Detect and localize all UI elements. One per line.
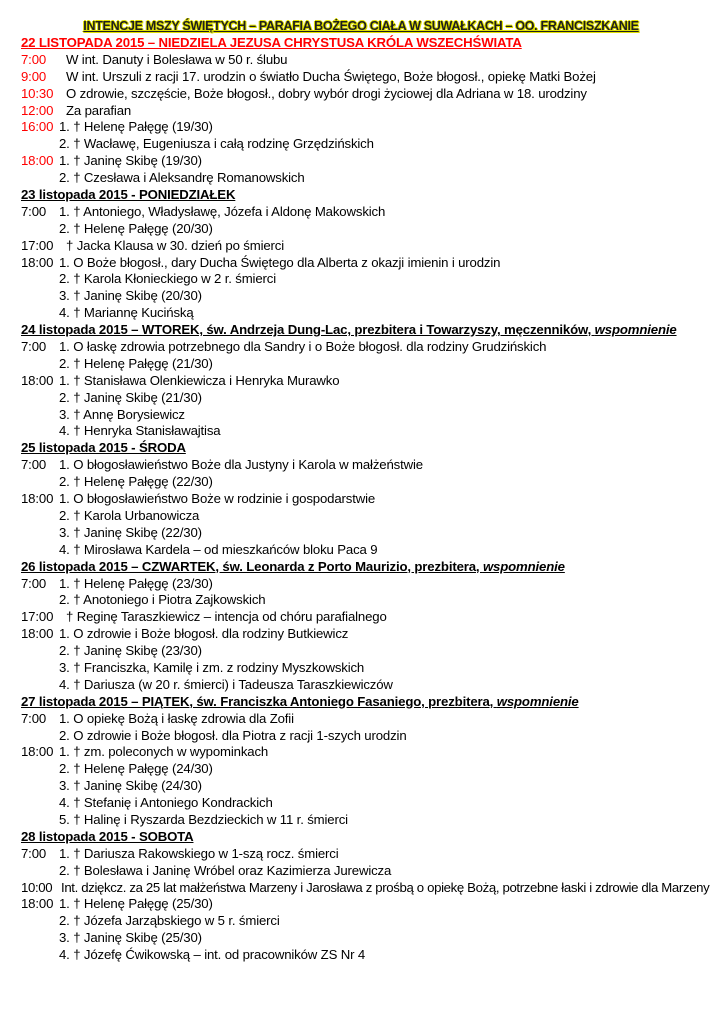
mass-entry [21, 339, 701, 356]
day-header-text: 26 listopada 2015 – CZWARTEK, św. Leonarda z Porto Maurizio, prezbitera, [21, 558, 483, 574]
day-header-text: 24 listopada 2015 – WTOREK, św. Andrzeja Dung-Lac, prezbitera i Towarzyszy, męczenników, [21, 322, 595, 338]
mass-time: 12:00 [21, 102, 54, 118]
document-title: INTENCJE MSZY ŚWIĘTYCH – PARAFIA BOŻEGO CIAŁA W SUWAŁKACH – OO. FRANCISZKANIE [83, 19, 639, 33]
mass-intention-continued: 4. † Mariannę Kucińską [59, 305, 194, 321]
day-header-thursday [21, 559, 701, 576]
mass-intention-continued: 2. † Wacławę, Eugeniusza i całą rodzinę Grzędzińskich [59, 136, 374, 152]
mass-intention-continued: 4. † Mirosława Kardela – od mieszkańców bloku Paca 9 [59, 541, 378, 557]
mass-entry [21, 744, 701, 761]
mass-intention: 1. O błogosławieństwo Boże dla Justyny i Karola w małżeństwie [59, 457, 423, 473]
mass-time: 7:00 [21, 339, 47, 355]
day-header-saturday: 28 listopada 2015 - SOBOTA [21, 828, 194, 844]
mass-time: 7:00 [21, 457, 47, 473]
mass-time: 18:00 [21, 372, 54, 388]
mass-intention: 1. † Helenę Pałęgę (23/30) [59, 575, 213, 591]
mass-intention: 1. † Janinę Skibę (19/30) [59, 153, 202, 169]
mass-time: 7:00 [21, 575, 47, 591]
mass-intention-continued: 2. † Helenę Pałęgę (20/30) [59, 220, 213, 236]
day-header-wednesday: 25 listopada 2015 - ŚRODA [21, 440, 186, 456]
mass-intention: W int. Urszuli z racji 17. urodzin o światło Ducha Świętego, Boże błogosł., opiekę Matki Bożej [66, 68, 596, 84]
mass-intention-continued: 2. † Janinę Skibę (21/30) [59, 389, 202, 405]
mass-time: 7:00 [21, 51, 47, 67]
mass-intention-continued: 3. † Janinę Skibę (20/30) [59, 288, 202, 304]
mass-intention-continued: 3. † Janinę Skibę (24/30) [59, 778, 202, 794]
mass-time: 18:00 [21, 744, 54, 760]
mass-entry [21, 626, 701, 643]
mass-intention: † Jacka Klausa w 30. dzień po śmierci [66, 237, 285, 253]
mass-entry [21, 491, 701, 508]
mass-intention: 1. O zdrowie i Boże błogosł. dla rodziny Butkiewicz [59, 626, 349, 642]
mass-entry [21, 86, 701, 103]
day-header-rank: wspomnienie [482, 558, 565, 574]
mass-intention: 1. † Helenę Pałęgę (25/30) [59, 896, 213, 912]
mass-entry [21, 373, 701, 390]
mass-intention-continued: 4. † Dariusza (w 20 r. śmierci) i Tadeusza Taraszkiewiczów [59, 676, 393, 692]
mass-time: 9:00 [21, 68, 47, 84]
mass-intention: 1. † Antoniego, Władysławę, Józefa i Aldonę Makowskich [59, 203, 386, 219]
mass-intention-continued: 5. † Halinę i Ryszarda Bezdzieckich w 11 r. śmierci [59, 811, 348, 827]
mass-intention-continued: 3. † Janinę Skibę (22/30) [59, 524, 202, 540]
mass-time: 10:30 [21, 85, 54, 101]
mass-entry [21, 255, 701, 272]
mass-entry [21, 103, 701, 120]
mass-time: 18:00 [21, 153, 54, 169]
mass-intention-continued: 2. † Helenę Pałęgę (24/30) [59, 761, 213, 777]
mass-intention-continued: 3. † Franciszka, Kamilę i zm. z rodziny Myszkowskich [59, 659, 365, 675]
mass-intention-continued: 2. † Janinę Skibę (23/30) [59, 643, 202, 659]
mass-entry [21, 153, 701, 170]
mass-time: 17:00 [21, 237, 54, 253]
mass-intention: 1. † zm. poleconych w wypominkach [59, 744, 269, 760]
mass-time: 18:00 [21, 626, 54, 642]
day-header-rank: wspomnienie [496, 693, 579, 709]
mass-entry [21, 457, 701, 474]
mass-intention-continued: 2. † Anotoniego i Piotra Zajkowskich [59, 592, 266, 608]
mass-entry [21, 69, 701, 86]
day-header-text: 27 listopada 2015 – PIĄTEK, św. Franciszka Antoniego Fasaniego, prezbitera, [21, 693, 497, 709]
mass-time: 18:00 [21, 896, 54, 912]
mass-intention-continued: 2. † Karola Urbanowicza [59, 507, 200, 523]
mass-intention: Int. dziękcz. za 25 lat małżeństwa Marzeny i Jarosława z prośbą o opiekę Bożą, potrzebne łaski i zdrowie dla Marzeny [61, 879, 710, 895]
mass-intention: 1. † Stanisława Olenkiewicza i Henryka Murawko [59, 372, 340, 388]
mass-entry [21, 609, 701, 626]
intentions-document [21, 18, 710, 964]
mass-entry [21, 204, 701, 221]
mass-intention-continued: 2. † Helenę Pałęgę (22/30) [59, 474, 213, 490]
mass-intention: 1. O opiekę Bożą i łaskę zdrowia dla Zofii [59, 710, 294, 726]
day-header-sunday: 22 LISTOPADA 2015 – NIEDZIELA JEZUSA CHRYSTUSA KRÓLA WSZECHŚWIATA [21, 35, 522, 50]
mass-intention: 1. O łaskę zdrowia potrzebnego dla Sandry i o Boże błogosł. dla rodziny Grudzińskich [59, 339, 547, 355]
mass-intention: † Reginę Taraszkiewicz – intencja od chóru parafialnego [66, 609, 387, 625]
mass-time: 17:00 [21, 609, 54, 625]
mass-time: 10:00 [21, 879, 53, 895]
mass-intention-continued: 2. † Czesława i Aleksandrę Romanowskich [59, 170, 305, 186]
mass-time: 18:00 [21, 491, 54, 507]
mass-intention-continued: 2. † Helenę Pałęgę (21/30) [59, 355, 213, 371]
mass-entry [21, 896, 701, 913]
mass-entry [21, 238, 701, 255]
mass-time: 7:00 [21, 203, 47, 219]
mass-entry [21, 52, 701, 69]
mass-intention: 1. † Helenę Pałęgę (19/30) [59, 119, 213, 135]
day-header-tuesday [21, 322, 701, 339]
mass-entry [21, 879, 710, 897]
mass-entry [21, 711, 701, 728]
mass-intention-continued: 4. † Henryka Stanisławajtisa [59, 423, 221, 439]
mass-time: 18:00 [21, 254, 54, 270]
mass-intention-continued: 2. † Bolesława i Janinę Wróbel oraz Kazimierza Jurewicza [59, 862, 392, 878]
mass-intention-continued: 4. † Stefanię i Antoniego Kondrackich [59, 795, 273, 811]
mass-intention-continued: 2. O zdrowie i Boże błogosł. dla Piotra z racji 1-szych urodzin [59, 727, 407, 743]
mass-intention-continued: 3. † Janinę Skibę (25/30) [59, 930, 202, 946]
mass-intention: W int. Danuty i Bolesława w 50 r. ślubu [66, 51, 288, 67]
day-header-friday [21, 694, 701, 711]
mass-entry [21, 576, 701, 593]
mass-intention-continued: 2. † Karola Kłonieckiego w 2 r. śmierci [59, 271, 276, 287]
mass-intention: 1. O Boże błogosł., dary Ducha Świętego dla Alberta z okazji imienin i urodzin [59, 254, 501, 270]
day-header-rank: wspomnienie [594, 322, 677, 338]
mass-intention: Za parafian [66, 102, 132, 118]
mass-intention-continued: 3. † Annę Borysiewicz [59, 406, 185, 422]
mass-intention: 1. † Dariusza Rakowskiego w 1-szą rocz. śmierci [59, 845, 339, 861]
mass-time: 16:00 [21, 119, 54, 135]
mass-time: 7:00 [21, 710, 47, 726]
mass-intention-continued: 2. † Józefa Jarząbskiego w 5 r. śmierci [59, 913, 280, 929]
mass-intention: O zdrowie, szczęście, Boże błogosł., dobry wybór drogi życiowej dla Adriana w 18. urodziny [66, 85, 587, 101]
mass-time: 7:00 [21, 845, 47, 861]
day-header-monday: 23 listopada 2015 - PONIEDZIAŁEK [21, 187, 236, 203]
mass-entry [21, 119, 701, 136]
mass-entry [21, 846, 701, 863]
mass-intention-continued: 4. † Józefę Ćwikowską – int. od pracowników ZS Nr 4 [59, 947, 366, 963]
mass-intention: 1. O błogosławieństwo Boże w rodzinie i gospodarstwie [59, 491, 376, 507]
